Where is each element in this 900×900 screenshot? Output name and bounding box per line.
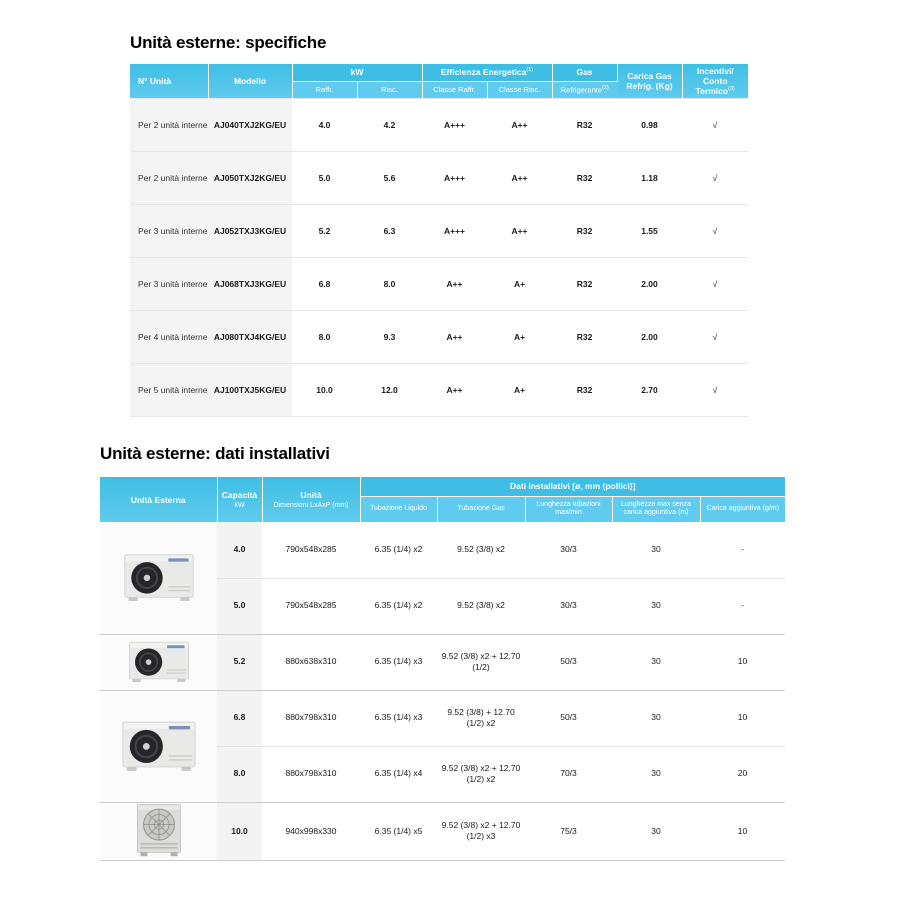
table-row — [100, 690, 785, 746]
table-row — [100, 522, 785, 578]
table-row — [130, 204, 748, 257]
section-dati-installativi — [100, 444, 785, 861]
header-sub-carica-aggiuntiva: Carica aggiuntiva (g/m) — [700, 496, 785, 522]
header-capacita-label: Capacità — [221, 490, 258, 500]
cell-capacity: 6.8 — [217, 690, 262, 746]
header-group-kw: kW — [292, 64, 422, 81]
cell-lunghezza-max: 30 — [612, 578, 700, 634]
cell-dimensions: 790x548x285 — [262, 578, 360, 634]
cell-classe-raffr: A+++ — [422, 98, 487, 151]
cell-gas: R32 — [552, 363, 617, 416]
cell-carica-kg: 2.70 — [617, 363, 682, 416]
table-row — [130, 151, 748, 204]
cell-classe-raffr: A++ — [422, 363, 487, 416]
header-carica-line2: Refrig. (Kg) — [626, 80, 673, 91]
cell-classe-risc: A+ — [487, 257, 552, 310]
cell-carica-kg: 0.98 — [617, 98, 682, 151]
section-title-specifiche: Unità esterne: specifiche — [130, 33, 327, 52]
cell-carica-aggiuntiva: 10 — [700, 690, 785, 746]
cell-tubazione-liquido: 6.35 (1/4) x3 — [360, 690, 437, 746]
cell-incentivi-check: √ — [682, 98, 748, 151]
cell-lunghezza-max: 30 — [612, 746, 700, 802]
cell-classe-raffr: A++ — [422, 257, 487, 310]
header-sub-risc: Risc. — [357, 81, 422, 98]
header-modello: Modello — [208, 64, 292, 98]
header-sub-tubazione-gas: Tubazione Gas — [437, 496, 525, 522]
cell-gas: R32 — [552, 151, 617, 204]
header-group-dati-installativi: Dati installativi [ø, mm (pollici)] — [360, 477, 785, 496]
cell-classe-risc: A+ — [487, 310, 552, 363]
header-refrigerante-footnote: (2) — [602, 84, 609, 91]
outdoor-unit-large-image — [134, 803, 184, 857]
cell-tubazione-liquido: 6.35 (1/4) x2 — [360, 578, 437, 634]
cell-kw-raffr: 5.2 — [292, 204, 357, 257]
cell-gas: R32 — [552, 98, 617, 151]
cell-classe-raffr: A++ — [422, 310, 487, 363]
cell-classe-risc: A++ — [487, 204, 552, 257]
cell-lunghezza-tubazioni: 75/3 — [525, 802, 612, 860]
cell-tubazione-gas: 9.52 (3/8) x2 — [437, 522, 525, 578]
cell-kw-raffr: 4.0 — [292, 98, 357, 151]
cell-carica-aggiuntiva: - — [700, 522, 785, 578]
header-sub-classe-raffr: Classe Raffr. — [422, 81, 487, 98]
header-carica-gas — [617, 64, 682, 98]
cell-tubazione-gas: 9.52 (3/8) x2 + 12.70 (1/2) — [437, 634, 525, 690]
table-specifiche — [130, 64, 748, 417]
cell-classe-risc: A++ — [487, 98, 552, 151]
cell-incentivi-check: √ — [682, 151, 748, 204]
cell-kw-risc: 12.0 — [357, 363, 422, 416]
cell-carica-aggiuntiva: 20 — [700, 746, 785, 802]
cell-lunghezza-max: 30 — [612, 522, 700, 578]
cell-unit: Per 2 unità interne — [130, 98, 208, 151]
cell-carica-kg: 2.00 — [617, 257, 682, 310]
cell-capacity: 5.2 — [217, 634, 262, 690]
cell-lunghezza-tubazioni: 50/3 — [525, 690, 612, 746]
cell-lunghezza-tubazioni: 70/3 — [525, 746, 612, 802]
cell-gas: R32 — [552, 257, 617, 310]
header-group-gas: Gas — [552, 64, 617, 81]
table-row — [130, 257, 748, 310]
cell-gas: R32 — [552, 310, 617, 363]
cell-classe-raffr: A+++ — [422, 204, 487, 257]
cell-model: AJ100TXJ5KG/EU — [208, 363, 292, 416]
header-sub-lunghezza-max: Lunghezza max senza carica aggiuntiva (m) — [612, 496, 700, 522]
cell-kw-risc: 4.2 — [357, 98, 422, 151]
header-sub-lunghezza-tubazioni: Lunghezza tubazioni max/min — [525, 496, 612, 522]
cell-unit-image — [100, 802, 217, 860]
cell-tubazione-gas: 9.52 (3/8) + 12.70 (1/2) x2 — [437, 690, 525, 746]
cell-model: AJ040TXJ2KG/EU — [208, 98, 292, 151]
cell-unit-image — [100, 522, 217, 634]
table-row — [100, 634, 785, 690]
header-refrigerante-label: Refrigerante — [560, 85, 603, 95]
cell-kw-raffr: 8.0 — [292, 310, 357, 363]
cell-lunghezza-tubazioni: 50/3 — [525, 634, 612, 690]
cell-classe-risc: A++ — [487, 151, 552, 204]
cell-unit: Per 5 unità interne — [130, 363, 208, 416]
cell-model: AJ052TXJ3KG/EU — [208, 204, 292, 257]
header-incentivi — [682, 64, 748, 98]
cell-carica-aggiuntiva: - — [700, 578, 785, 634]
table-dati-installativi — [100, 477, 785, 861]
cell-tubazione-liquido: 6.35 (1/4) x4 — [360, 746, 437, 802]
cell-lunghezza-tubazioni: 30/3 — [525, 522, 612, 578]
header-unita-label: Unità — [300, 490, 322, 500]
header-unita-dimensioni — [262, 477, 360, 522]
header-incentivi-line1: Incentivi/ — [696, 65, 734, 76]
cell-kw-risc: 9.3 — [357, 310, 422, 363]
cell-unit: Per 3 unità interne — [130, 204, 208, 257]
cell-tubazione-gas: 9.52 (3/8) x2 + 12.70 (1/2) x3 — [437, 802, 525, 860]
header-incentivi-footnote: (3) — [728, 85, 735, 92]
cell-tubazione-gas: 9.52 (3/8) x2 + 12.70 (1/2) x2 — [437, 746, 525, 802]
cell-tubazione-liquido: 6.35 (1/4) x5 — [360, 802, 437, 860]
cell-dimensions: 880x798x310 — [262, 746, 360, 802]
table-row — [130, 363, 748, 416]
header-group-efficienza — [422, 64, 552, 81]
cell-capacity: 4.0 — [217, 522, 262, 578]
cell-capacity: 5.0 — [217, 578, 262, 634]
cell-kw-risc: 5.6 — [357, 151, 422, 204]
cell-lunghezza-max: 30 — [612, 690, 700, 746]
header-unita-esterna: Unità Esterna — [100, 477, 217, 522]
cell-dimensions: 880x638x310 — [262, 634, 360, 690]
cell-carica-kg: 1.55 — [617, 204, 682, 257]
cell-tubazione-liquido: 6.35 (1/4) x3 — [360, 634, 437, 690]
header-incentivi-line2 — [683, 76, 749, 96]
cell-tubazione-gas: 9.52 (3/8) x2 — [437, 578, 525, 634]
cell-classe-risc: A+ — [487, 363, 552, 416]
cell-lunghezza-tubazioni: 30/3 — [525, 578, 612, 634]
outdoor-unit-image — [122, 549, 196, 603]
cell-model: AJ068TXJ3KG/EU — [208, 257, 292, 310]
outdoor-unit-image — [127, 637, 191, 684]
header-capacita — [217, 477, 262, 522]
outdoor-unit-image — [120, 716, 198, 773]
cell-gas: R32 — [552, 204, 617, 257]
header-carica-line1: Carica Gas — [627, 70, 672, 81]
section-title-dati-installativi: Unità esterne: dati installativi — [100, 444, 330, 463]
table-row — [130, 98, 748, 151]
header-dimensioni-label: Dimensioni LxAxP (mm) — [273, 502, 349, 509]
cell-kw-risc: 8.0 — [357, 257, 422, 310]
header-efficienza-footnote: (1) — [526, 67, 534, 74]
cell-lunghezza-max: 30 — [612, 634, 700, 690]
cell-kw-risc: 6.3 — [357, 204, 422, 257]
cell-dimensions: 880x798x310 — [262, 690, 360, 746]
header-sub-classe-risc: Classe Risc. — [487, 81, 552, 98]
cell-model: AJ050TXJ2KG/EU — [208, 151, 292, 204]
cell-model: AJ080TXJ4KG/EU — [208, 310, 292, 363]
cell-incentivi-check: √ — [682, 310, 748, 363]
cell-carica-aggiuntiva: 10 — [700, 634, 785, 690]
header-capacita-unit: kW — [234, 502, 245, 509]
cell-unit: Per 4 unità interne — [130, 310, 208, 363]
cell-capacity: 8.0 — [217, 746, 262, 802]
header-n-unita: N° Unità — [130, 64, 208, 98]
cell-incentivi-check: √ — [682, 257, 748, 310]
cell-incentivi-check: √ — [682, 204, 748, 257]
cell-kw-raffr: 6.8 — [292, 257, 357, 310]
cell-unit-image — [100, 690, 217, 802]
table-row — [100, 802, 785, 860]
cell-lunghezza-max: 30 — [612, 802, 700, 860]
cell-unit: Per 3 unità interne — [130, 257, 208, 310]
cell-dimensions: 790x548x285 — [262, 522, 360, 578]
cell-incentivi-check: √ — [682, 363, 748, 416]
table-row — [130, 310, 748, 363]
cell-kw-raffr: 5.0 — [292, 151, 357, 204]
header-sub-tubazione-liquido: Tubazione Liquido — [360, 496, 437, 522]
section-specifiche — [130, 33, 748, 417]
header-incentivi-line2-label: Conto Termico — [695, 75, 729, 96]
cell-classe-raffr: A+++ — [422, 151, 487, 204]
header-sub-raffr: Raffr. — [292, 81, 357, 98]
cell-dimensions: 940x998x330 — [262, 802, 360, 860]
cell-carica-kg: 2.00 — [617, 310, 682, 363]
cell-unit-image — [100, 634, 217, 690]
cell-unit: Per 2 unità interne — [130, 151, 208, 204]
cell-kw-raffr: 10.0 — [292, 363, 357, 416]
cell-capacity: 10.0 — [217, 802, 262, 860]
header-group-efficienza-label: Efficienza Energetica — [440, 67, 527, 78]
cell-tubazione-liquido: 6.35 (1/4) x2 — [360, 522, 437, 578]
header-sub-refrigerante — [552, 81, 617, 98]
cell-carica-aggiuntiva: 10 — [700, 802, 785, 860]
cell-carica-kg: 1.18 — [617, 151, 682, 204]
